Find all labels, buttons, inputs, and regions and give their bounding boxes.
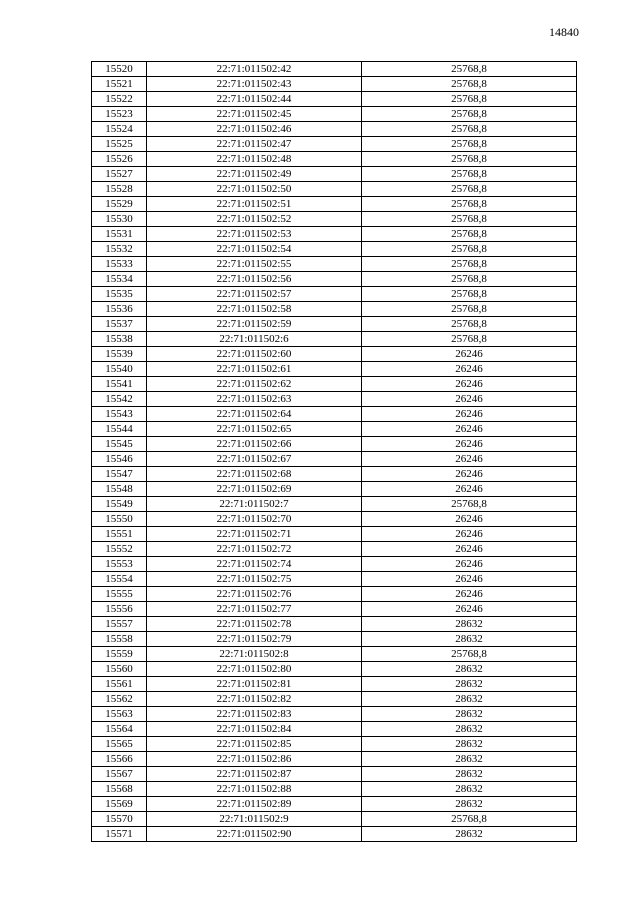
table-row <box>92 407 577 422</box>
value-cell: 25768,8 <box>362 647 577 662</box>
value-cell: 28632 <box>362 632 577 647</box>
row-number-cell: 15557 <box>92 617 147 632</box>
cadastral-number-cell: 22:71:011502:74 <box>147 557 362 572</box>
row-number-cell: 15554 <box>92 572 147 587</box>
row-number-cell: 15561 <box>92 677 147 692</box>
cadastral-number-cell: 22:71:011502:53 <box>147 227 362 242</box>
cadastral-number-cell: 22:71:011502:65 <box>147 422 362 437</box>
value-cell: 25768,8 <box>362 242 577 257</box>
row-number-cell: 15523 <box>92 107 147 122</box>
cadastral-number-cell: 22:71:011502:9 <box>147 812 362 827</box>
value-cell: 25768,8 <box>362 302 577 317</box>
registry-table <box>91 61 577 842</box>
value-cell: 26246 <box>362 542 577 557</box>
table-row <box>92 302 577 317</box>
row-number-cell: 15520 <box>92 62 147 77</box>
value-cell: 26246 <box>362 452 577 467</box>
value-cell: 26246 <box>362 347 577 362</box>
value-cell: 25768,8 <box>362 332 577 347</box>
table-row <box>92 437 577 452</box>
row-number-cell: 15542 <box>92 392 147 407</box>
row-number-cell: 15548 <box>92 482 147 497</box>
row-number-cell: 15522 <box>92 92 147 107</box>
row-number-cell: 15545 <box>92 437 147 452</box>
value-cell: 26246 <box>362 557 577 572</box>
cadastral-number-cell: 22:71:011502:45 <box>147 107 362 122</box>
value-cell: 25768,8 <box>362 497 577 512</box>
cadastral-number-cell: 22:71:011502:64 <box>147 407 362 422</box>
row-number-cell: 15531 <box>92 227 147 242</box>
cadastral-number-cell: 22:71:011502:70 <box>147 512 362 527</box>
value-cell: 25768,8 <box>362 152 577 167</box>
cadastral-number-cell: 22:71:011502:82 <box>147 692 362 707</box>
cadastral-number-cell: 22:71:011502:63 <box>147 392 362 407</box>
row-number-cell: 15566 <box>92 752 147 767</box>
table-row <box>92 197 577 212</box>
row-number-cell: 15540 <box>92 362 147 377</box>
cadastral-number-cell: 22:71:011502:56 <box>147 272 362 287</box>
table-row <box>92 602 577 617</box>
table-row <box>92 467 577 482</box>
row-number-cell: 15530 <box>92 212 147 227</box>
table-row <box>92 752 577 767</box>
table-row <box>92 152 577 167</box>
cadastral-number-cell: 22:71:011502:85 <box>147 737 362 752</box>
cadastral-number-cell: 22:71:011502:60 <box>147 347 362 362</box>
value-cell: 26246 <box>362 482 577 497</box>
table-row <box>92 287 577 302</box>
cadastral-number-cell: 22:71:011502:77 <box>147 602 362 617</box>
row-number-cell: 15546 <box>92 452 147 467</box>
row-number-cell: 15547 <box>92 467 147 482</box>
value-cell: 26246 <box>362 437 577 452</box>
cadastral-number-cell: 22:71:011502:42 <box>147 62 362 77</box>
cadastral-number-cell: 22:71:011502:84 <box>147 722 362 737</box>
row-number-cell: 15528 <box>92 182 147 197</box>
row-number-cell: 15571 <box>92 827 147 842</box>
cadastral-number-cell: 22:71:011502:83 <box>147 707 362 722</box>
cadastral-number-cell: 22:71:011502:48 <box>147 152 362 167</box>
table-row <box>92 812 577 827</box>
table-row <box>92 347 577 362</box>
value-cell: 26246 <box>362 407 577 422</box>
value-cell: 26246 <box>362 422 577 437</box>
cadastral-number-cell: 22:71:011502:51 <box>147 197 362 212</box>
table-row <box>92 512 577 527</box>
value-cell: 25768,8 <box>362 77 577 92</box>
value-cell: 25768,8 <box>362 137 577 152</box>
value-cell: 28632 <box>362 797 577 812</box>
row-number-cell: 15535 <box>92 287 147 302</box>
cadastral-number-cell: 22:71:011502:58 <box>147 302 362 317</box>
value-cell: 25768,8 <box>362 257 577 272</box>
row-number-cell: 15539 <box>92 347 147 362</box>
table-row <box>92 452 577 467</box>
cadastral-number-cell: 22:71:011502:62 <box>147 377 362 392</box>
table-row <box>92 332 577 347</box>
value-cell: 26246 <box>362 512 577 527</box>
value-cell: 26246 <box>362 602 577 617</box>
row-number-cell: 15550 <box>92 512 147 527</box>
cadastral-number-cell: 22:71:011502:50 <box>147 182 362 197</box>
table-row <box>92 632 577 647</box>
cadastral-number-cell: 22:71:011502:87 <box>147 767 362 782</box>
table-row <box>92 647 577 662</box>
cadastral-number-cell: 22:71:011502:71 <box>147 527 362 542</box>
table-row <box>92 707 577 722</box>
cadastral-number-cell: 22:71:011502:86 <box>147 752 362 767</box>
row-number-cell: 15559 <box>92 647 147 662</box>
row-number-cell: 15544 <box>92 422 147 437</box>
value-cell: 28632 <box>362 662 577 677</box>
value-cell: 25768,8 <box>362 317 577 332</box>
table-row <box>92 317 577 332</box>
table-row <box>92 62 577 77</box>
cadastral-number-cell: 22:71:011502:7 <box>147 497 362 512</box>
row-number-cell: 15533 <box>92 257 147 272</box>
row-number-cell: 15551 <box>92 527 147 542</box>
cadastral-number-cell: 22:71:011502:88 <box>147 782 362 797</box>
row-number-cell: 15565 <box>92 737 147 752</box>
row-number-cell: 15555 <box>92 587 147 602</box>
cadastral-number-cell: 22:71:011502:72 <box>147 542 362 557</box>
value-cell: 25768,8 <box>362 227 577 242</box>
value-cell: 26246 <box>362 572 577 587</box>
table-row <box>92 377 577 392</box>
cadastral-number-cell: 22:71:011502:54 <box>147 242 362 257</box>
table-row <box>92 737 577 752</box>
cadastral-number-cell: 22:71:011502:61 <box>147 362 362 377</box>
value-cell: 28632 <box>362 782 577 797</box>
row-number-cell: 15543 <box>92 407 147 422</box>
table-row <box>92 107 577 122</box>
cadastral-number-cell: 22:71:011502:57 <box>147 287 362 302</box>
row-number-cell: 15567 <box>92 767 147 782</box>
table-row <box>92 242 577 257</box>
cadastral-number-cell: 22:71:011502:49 <box>147 167 362 182</box>
row-number-cell: 15521 <box>92 77 147 92</box>
value-cell: 25768,8 <box>362 182 577 197</box>
table-row <box>92 767 577 782</box>
page-number: 14840 <box>549 25 579 39</box>
row-number-cell: 15563 <box>92 707 147 722</box>
cadastral-number-cell: 22:71:011502:44 <box>147 92 362 107</box>
table-row <box>92 662 577 677</box>
cadastral-number-cell: 22:71:011502:43 <box>147 77 362 92</box>
table-row <box>92 362 577 377</box>
table-row <box>92 587 577 602</box>
table-row <box>92 77 577 92</box>
registry-table-body <box>92 62 577 842</box>
value-cell: 25768,8 <box>362 197 577 212</box>
table-row <box>92 122 577 137</box>
table-row <box>92 182 577 197</box>
row-number-cell: 15534 <box>92 272 147 287</box>
table-row <box>92 482 577 497</box>
value-cell: 25768,8 <box>362 122 577 137</box>
row-number-cell: 15558 <box>92 632 147 647</box>
cadastral-number-cell: 22:71:011502:46 <box>147 122 362 137</box>
value-cell: 25768,8 <box>362 167 577 182</box>
table-row <box>92 497 577 512</box>
value-cell: 26246 <box>362 467 577 482</box>
cadastral-number-cell: 22:71:011502:81 <box>147 677 362 692</box>
value-cell: 28632 <box>362 722 577 737</box>
table-row <box>92 692 577 707</box>
value-cell: 28632 <box>362 707 577 722</box>
row-number-cell: 15537 <box>92 317 147 332</box>
value-cell: 28632 <box>362 767 577 782</box>
row-number-cell: 15556 <box>92 602 147 617</box>
value-cell: 25768,8 <box>362 812 577 827</box>
value-cell: 25768,8 <box>362 62 577 77</box>
value-cell: 25768,8 <box>362 287 577 302</box>
cadastral-number-cell: 22:71:011502:90 <box>147 827 362 842</box>
table-row <box>92 827 577 842</box>
table-row <box>92 167 577 182</box>
row-number-cell: 15552 <box>92 542 147 557</box>
table-row <box>92 797 577 812</box>
cadastral-number-cell: 22:71:011502:89 <box>147 797 362 812</box>
cadastral-number-cell: 22:71:011502:8 <box>147 647 362 662</box>
table-row <box>92 782 577 797</box>
value-cell: 26246 <box>362 587 577 602</box>
table-row <box>92 422 577 437</box>
value-cell: 28632 <box>362 677 577 692</box>
table-row <box>92 722 577 737</box>
table-row <box>92 677 577 692</box>
cadastral-number-cell: 22:71:011502:66 <box>147 437 362 452</box>
value-cell: 25768,8 <box>362 212 577 227</box>
table-row <box>92 527 577 542</box>
value-cell: 28632 <box>362 827 577 842</box>
cadastral-number-cell: 22:71:011502:52 <box>147 212 362 227</box>
value-cell: 28632 <box>362 752 577 767</box>
table-row <box>92 272 577 287</box>
cadastral-number-cell: 22:71:011502:68 <box>147 467 362 482</box>
table-row <box>92 542 577 557</box>
value-cell: 25768,8 <box>362 92 577 107</box>
cadastral-number-cell: 22:71:011502:79 <box>147 632 362 647</box>
table-row <box>92 572 577 587</box>
row-number-cell: 15549 <box>92 497 147 512</box>
table-row <box>92 617 577 632</box>
row-number-cell: 15562 <box>92 692 147 707</box>
value-cell: 28632 <box>362 617 577 632</box>
row-number-cell: 15538 <box>92 332 147 347</box>
cadastral-number-cell: 22:71:011502:75 <box>147 572 362 587</box>
table-row <box>92 92 577 107</box>
row-number-cell: 15568 <box>92 782 147 797</box>
value-cell: 26246 <box>362 392 577 407</box>
value-cell: 25768,8 <box>362 107 577 122</box>
cadastral-number-cell: 22:71:011502:76 <box>147 587 362 602</box>
cadastral-number-cell: 22:71:011502:69 <box>147 482 362 497</box>
cadastral-number-cell: 22:71:011502:59 <box>147 317 362 332</box>
cadastral-number-cell: 22:71:011502:55 <box>147 257 362 272</box>
value-cell: 26246 <box>362 527 577 542</box>
row-number-cell: 15526 <box>92 152 147 167</box>
value-cell: 28632 <box>362 737 577 752</box>
table-row <box>92 227 577 242</box>
value-cell: 28632 <box>362 692 577 707</box>
row-number-cell: 15525 <box>92 137 147 152</box>
table-row <box>92 257 577 272</box>
value-cell: 26246 <box>362 377 577 392</box>
row-number-cell: 15536 <box>92 302 147 317</box>
row-number-cell: 15560 <box>92 662 147 677</box>
cadastral-number-cell: 22:71:011502:80 <box>147 662 362 677</box>
table-row <box>92 212 577 227</box>
cadastral-number-cell: 22:71:011502:67 <box>147 452 362 467</box>
table-row <box>92 137 577 152</box>
table-row <box>92 557 577 572</box>
row-number-cell: 15570 <box>92 812 147 827</box>
row-number-cell: 15569 <box>92 797 147 812</box>
cadastral-number-cell: 22:71:011502:47 <box>147 137 362 152</box>
row-number-cell: 15541 <box>92 377 147 392</box>
row-number-cell: 15527 <box>92 167 147 182</box>
row-number-cell: 15529 <box>92 197 147 212</box>
row-number-cell: 15564 <box>92 722 147 737</box>
row-number-cell: 15524 <box>92 122 147 137</box>
value-cell: 25768,8 <box>362 272 577 287</box>
row-number-cell: 15532 <box>92 242 147 257</box>
row-number-cell: 15553 <box>92 557 147 572</box>
cadastral-number-cell: 22:71:011502:6 <box>147 332 362 347</box>
value-cell: 26246 <box>362 362 577 377</box>
cadastral-number-cell: 22:71:011502:78 <box>147 617 362 632</box>
table-row <box>92 392 577 407</box>
